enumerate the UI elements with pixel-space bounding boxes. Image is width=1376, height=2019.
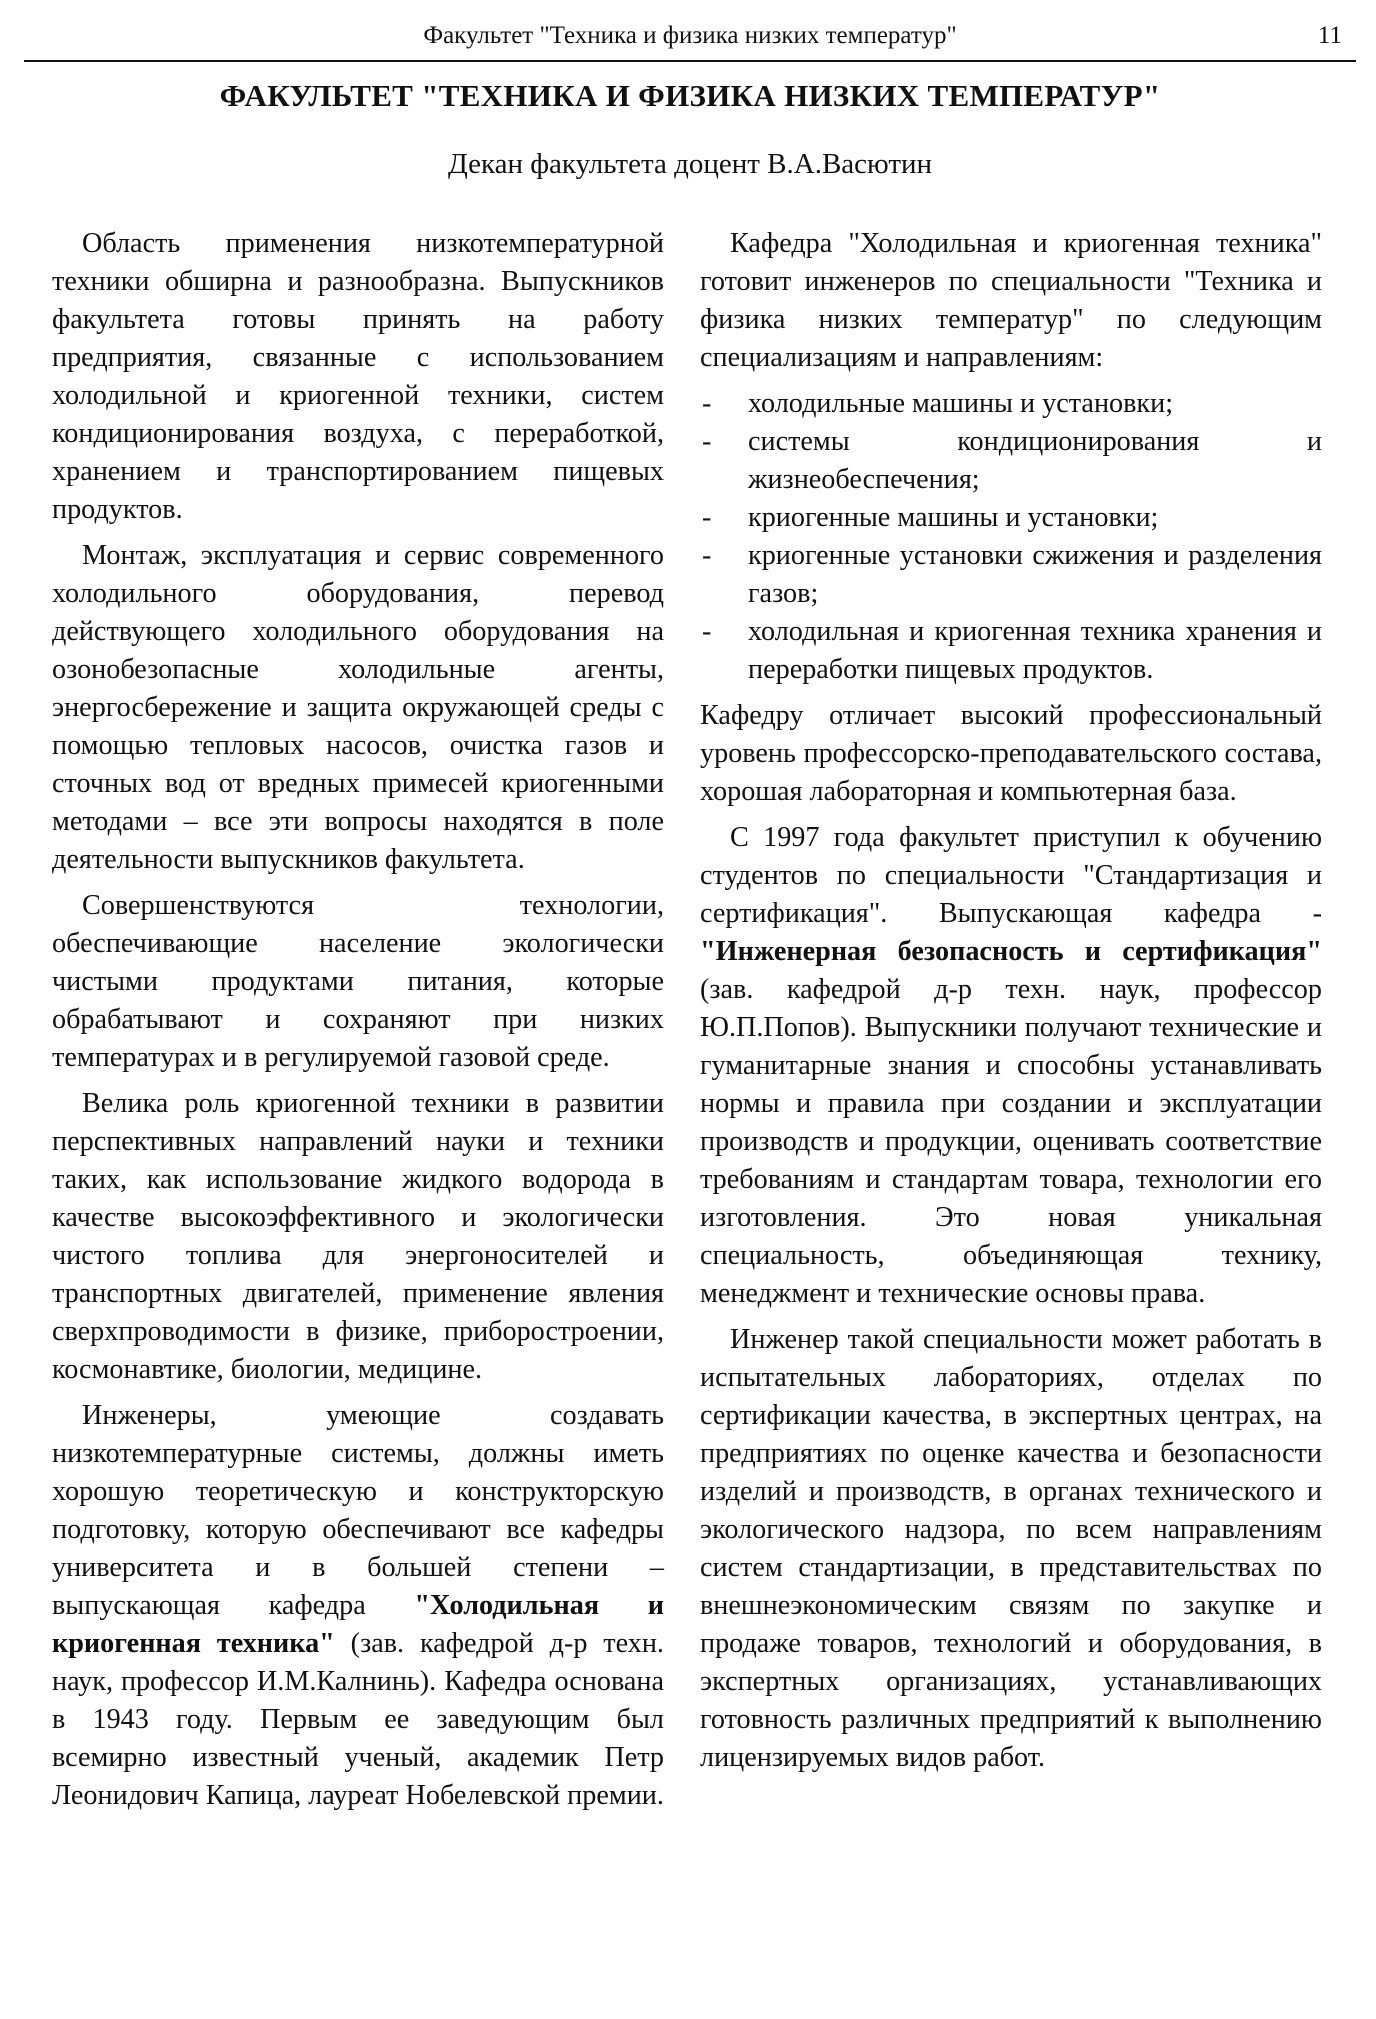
text-run: (зав. кафедрой д-р техн. наук, профессор Ю.П.Попов). Выпускники получают технические и гуманитарные знания и способны устанавливать нормы и правила при создании и эксплуатации производств и продукции, оценивать соответствие требованиям и стандартам товара, технологии его изготовления. Это новая уникальная специальность, объединяющая технику, менеджмент и технические основы права. (700, 974, 1322, 1309)
dean-line: Декан факультета доцент В.А.Васютин (447, 148, 933, 180)
list-item: - криогенные установки сжижения и разделения газов; (700, 537, 1322, 613)
paragraph (700, 819, 1322, 1313)
list-item: - холодильная и криогенная техника хранения и переработки пищевых продуктов. (700, 613, 1322, 689)
text-run: Инженеры, умеющие создавать низкотемпературные системы, должны иметь хорошую теоретическую и конструкторскую подготовку, которую обеспечивают все кафедры университета и в большей степени – выпускающая кафедра (52, 1400, 664, 1621)
list-item: - криогенные машины и установки; (700, 499, 1322, 537)
paragraph: Область применения низкотемпературной техники обширна и разнообразна. Выпускников факультета готовы принять на работу предприятия, связанные с использованием холодильной и криогенной техники, систем кондиционирования воздуха, с переработкой, хранением и транспортированием пищевых продуктов. (52, 228, 664, 525)
right-column (700, 225, 1322, 1785)
department-name-bold: "Холодильная и криогенная техника" (52, 1590, 664, 1659)
paragraph: Монтаж, эксплуатация и сервис современного холодильного оборудования, перевод действующего холодильного оборудования на озонобезопасные холодильные агенты, энергосбережение и защита окружающей среды с помощью тепловых насосов, очистка газов и сточных вод от вредных примесей криогенными методами – все эти вопросы находятся в поле деятельности выпускников факультета. (52, 540, 664, 875)
paragraph: Кафедру отличает высокий профессиональный уровень профессорско-преподавательского состава, хорошая лабораторная и компьютерная база. (700, 700, 1322, 807)
paragraph (52, 1397, 664, 1815)
specialization-list (700, 385, 1322, 689)
text-run: С 1997 года факультет приступил к обучению студентов по специальности "Стандартизация и сертификация". Выпускающая кафедра - (700, 822, 1322, 929)
list-item: - системы кондиционирования и жизнеобеспечения; (700, 423, 1322, 499)
running-title: Факультет "Техника и физика низких температур" (423, 22, 957, 49)
paragraph: Велика роль криогенной техники в развитии перспективных направлений науки и техники таких, как использование жидкого водорода в качестве высокоэффективного и экологически чистого топлива для энергоносителей и транспортных двигателей, применение явления сверхпроводимости в физике, приборостроении, космонавтике, биологии, медицине. (52, 1088, 664, 1385)
page-number: 11 (1317, 22, 1342, 49)
department-name-bold: "Инженерная безопасность и сертификация" (700, 936, 1322, 967)
paragraph: Совершенствуются технологии, обеспечивающие население экологически чистыми продуктами питания, которые обрабатывают и сохраняют при низких температурах и в регулируемой газовой среде. (52, 890, 664, 1073)
running-header (24, 20, 1356, 62)
text-run: (зав. кафедрой д-р техн. наук, профессор И.М.Калнинь). Кафедра основана в 1943 году. Первым ее заведующим был всемирно известный ученый, академик Петр Леонидович Капица, лауреат Нобелевской премии. (52, 1628, 664, 1811)
paragraph: Кафедра "Холодильная и криогенная техника" готовит инженеров по специальности "Техника и физика низких температур" по следующим специализациям и направлениям: (700, 228, 1322, 373)
page-title: ФАКУЛЬТЕТ "ТЕХНИКА И ФИЗИКА НИЗКИХ ТЕМПЕРАТУР" (219, 78, 1161, 113)
list-item: - холодильные машины и установки; (700, 385, 1322, 423)
left-column (52, 225, 664, 1823)
paragraph: Инженер такой специальности может работать в испытательных лабораториях, отделах по сертификации качества, в экспертных центрах, на предприятиях по оценке качества и безопасности изделий и производств, в органах технического и экологического надзора, по всем направлениям систем стандартизации, в представительствах по внешнеэкономическим связям по закупке и продаже товаров, технологий и оборудования, в экспертных организациях, устанавливающих готовность различных предприятий к выполнению лицензируемых видов работ. (700, 1324, 1322, 1773)
